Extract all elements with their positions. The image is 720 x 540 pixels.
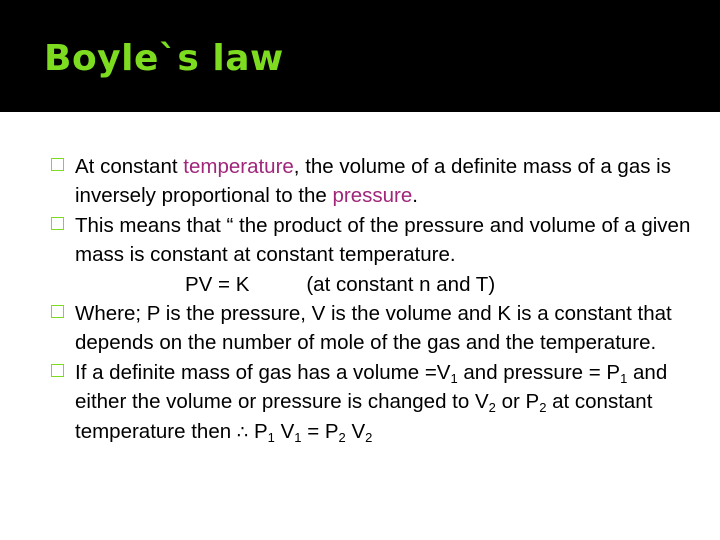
highlight-temperature: temperature — [183, 155, 294, 178]
slide-title: Boyle`s law — [44, 38, 284, 79]
square-bullet-icon — [51, 305, 64, 318]
bullet-item-2: This means that “ the product of the pressure and volume of a given mass is constant at constant temperature. — [75, 211, 715, 270]
formula: PV = K — [185, 272, 250, 296]
square-bullet-icon — [51, 217, 64, 230]
formula-line — [75, 270, 715, 299]
bullet-list — [75, 152, 715, 447]
bullet-item-4: If a definite mass of gas has a volume $=V_1$ and pressure = $P_1$ and either the volume or pressure is changed to $V_2$ or $P_2$ at constant temperature then ∴ $P_1$ $V_1 = P_2$ $V_2$ — [75, 358, 715, 447]
formula-condition: (at constant n and T) — [306, 272, 496, 296]
bullet-item-3: Where; P is the pressure, V is the volume and K is a constant that depends on the number of mole of the gas and the temperature. — [75, 299, 715, 358]
square-bullet-icon — [51, 364, 64, 377]
title-bar — [0, 0, 720, 112]
bullet-item-1: At constant temperature, the volume of a definite mass of a gas is inversely proportional to the pressure. — [75, 152, 715, 211]
square-bullet-icon — [51, 158, 64, 171]
highlight-pressure: pressure — [332, 184, 413, 208]
therefore-symbol: ∴ — [236, 421, 249, 443]
